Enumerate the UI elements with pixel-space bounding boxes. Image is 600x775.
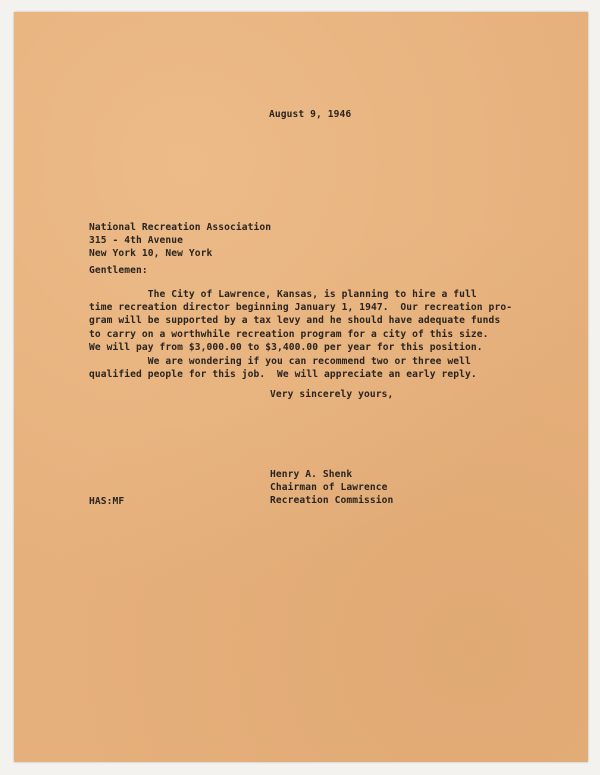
recipient-line-2: 315 - 4th Avenue — [89, 235, 184, 247]
recipient-line-1: National Recreation Association — [89, 222, 272, 233]
paragraph-1 — [89, 288, 512, 354]
paragraph-2-line: qualified people for this job. We will appreciate an early reply. — [89, 369, 477, 381]
paragraph-2 — [89, 355, 477, 381]
letter-sheet — [14, 12, 588, 762]
recipient-line-3: New York 10, New York — [89, 248, 213, 260]
signature-title: Chairman of Lawrence — [270, 482, 388, 494]
paragraph-1-line: gram will be supported by a tax levy and he should have adequate funds — [89, 315, 501, 327]
paragraph-1-line: time recreation director beginning January 1, 1947. Our recreation pro- — [89, 302, 513, 314]
signature-name: Henry A. Shenk — [270, 469, 353, 480]
signature-org: Recreation Commission — [270, 495, 394, 507]
signature-block — [270, 468, 393, 508]
typist-initials: HAS:MF — [89, 496, 125, 507]
closing: Very sincerely yours, — [270, 389, 394, 400]
paragraph-1-line: to carry on a worthwhile recreation program for a city of this size. — [89, 328, 489, 340]
recipient-address — [89, 221, 271, 261]
salutation: Gentlemen: — [89, 265, 148, 276]
paragraph-2-line: We are wondering if you can recommend two or three well — [89, 356, 471, 367]
paragraph-1-line: We will pay from $3,000.00 to $3,400.00 per year for this position. — [89, 341, 483, 353]
paragraph-1-line: The City of Lawrence, Kansas, is planning to hire a full — [89, 289, 477, 300]
letter-date: August 9, 1946 — [269, 109, 352, 120]
